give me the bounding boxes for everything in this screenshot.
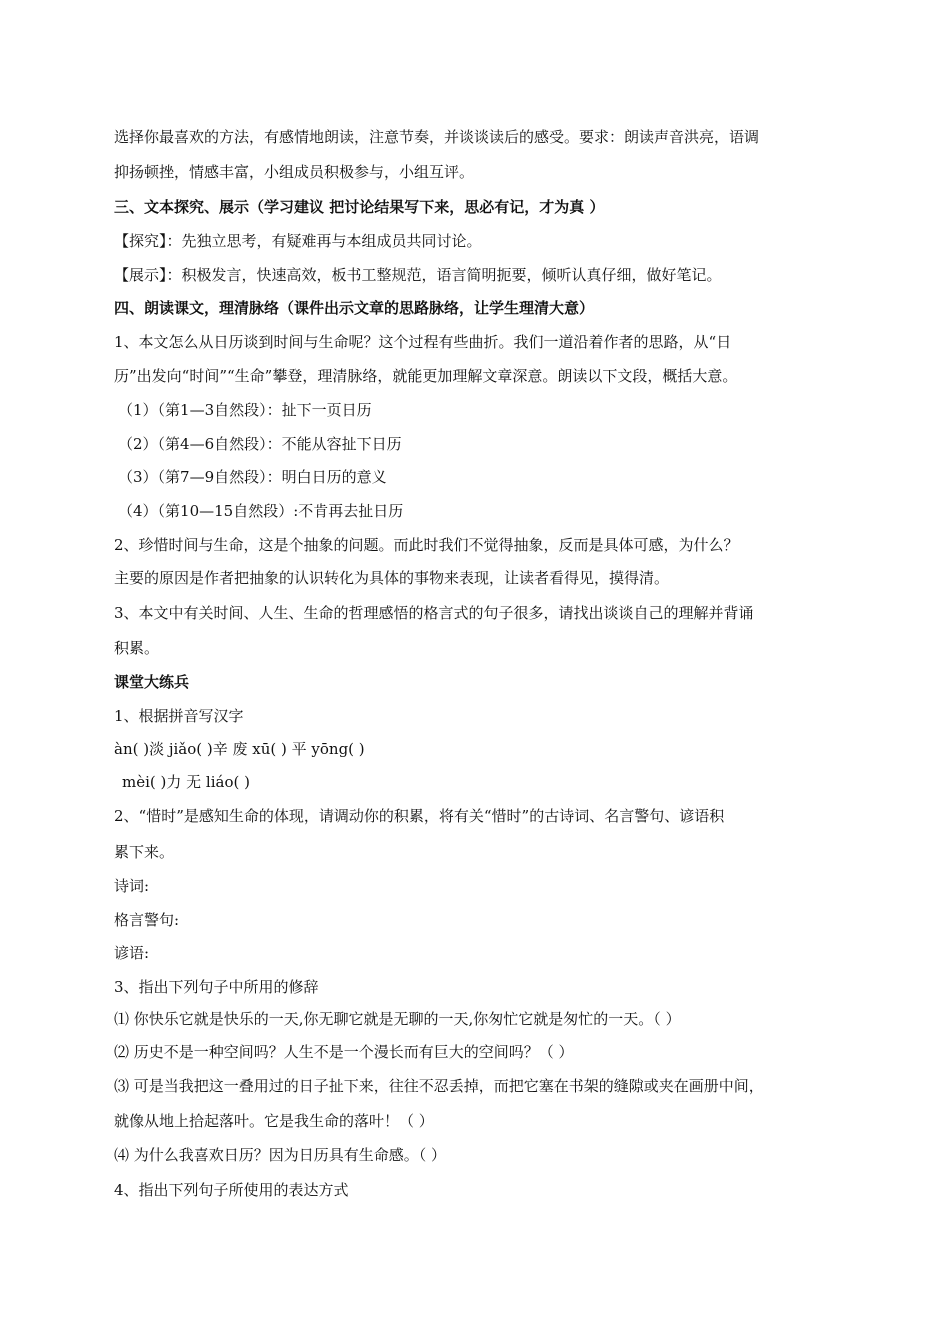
question-line: ⑴ 你快乐它就是快乐的一天,你无聊它就是无聊的一天,你匆忙它就是匆忙的一天。（ ）	[114, 1010, 681, 1028]
section-heading: 课堂大练兵	[114, 673, 190, 691]
text-line: 3、指出下列句子中所用的修辞	[114, 978, 319, 996]
text-line: 历”出发向“时间”“生命”攀登，理清脉络，就能更加理解文章深意。朗读以下文段，概括大意。	[114, 367, 738, 385]
pinyin-line: àn( )淡 jiǎo( )辛 废 xū( ) 平 yōng( )	[114, 740, 365, 758]
text-line: 3、本文中有关时间、人生、生命的哲理感悟的格言式的句子很多，请找出谈谈自己的理解并背诵	[114, 604, 754, 622]
text-line: 诗词:	[114, 877, 150, 895]
section-heading: 三、文本探究、展示（学习建议 把讨论结果写下来，思必有记，才为真 ）	[114, 198, 605, 216]
text-line: 1、本文怎么从日历谈到时间与生命呢？这个过程有些曲折。我们一道沿着作者的思路，从“日	[114, 333, 732, 351]
question-line: 就像从地上拾起落叶。它是我生命的落叶！（ ）	[114, 1112, 434, 1130]
text-line: 4、指出下列句子所使用的表达方式	[114, 1181, 349, 1199]
question-line: ⑵ 历史不是一种空间吗？人生不是一个漫长而有巨大的空间吗？（ ）	[114, 1043, 574, 1061]
text-line: 2、“惜时”是感知生命的体现，请调动你的积累，将有关“惜时”的古诗词、名言警句、谚语积	[114, 807, 725, 825]
text-line: 选择你最喜欢的方法，有感情地朗读，注意节奏，并谈谈读后的感受。要求：朗读声音洪亮，语调	[114, 128, 760, 146]
text-line: 2、珍惜时间与生命，这是个抽象的问题。而此时我们不觉得抽象，反而是具体可感，为什么？	[114, 536, 739, 554]
text-line: 累下来。	[114, 843, 175, 861]
question-line: ⑶ 可是当我把这一叠用过的日子扯下来，往往不忍丢掉，而把它塞在书架的缝隙或夹在画册中间，	[114, 1077, 764, 1095]
text-line: 谚语:	[114, 944, 150, 962]
pinyin-line: mèi( )力 无 liáo( )	[122, 773, 250, 791]
section-heading: 四、朗读课文，理清脉络（课件出示文章的思路脉络，让学生理清大意）	[114, 299, 595, 317]
text-line: 【展示】：积极发言，快速高效，板书工整规范，语言简明扼要，倾听认真仔细，做好笔记。	[114, 266, 722, 284]
list-item: （1）（第1—3自然段）：扯下一页日历	[118, 401, 372, 419]
text-line: 格言警句:	[114, 911, 180, 929]
question-line: ⑷ 为什么我喜欢日历？因为日历具有生命感。（ ）	[114, 1146, 447, 1164]
text-line: 【探究】：先独立思考，有疑难再与本组成员共同讨论。	[114, 232, 482, 250]
text-line: 抑扬顿挫，情感丰富，小组成员积极参与，小组互评。	[114, 163, 475, 181]
text-line: 积累。	[114, 639, 160, 657]
list-item: （2）（第4—6自然段）：不能从容扯下日历	[118, 435, 402, 453]
text-line: 1、根据拼音写汉字	[114, 707, 244, 725]
list-item: （3）（第7—9自然段）：明白日历的意义	[118, 468, 387, 486]
text-line: 主要的原因是作者把抽象的认识转化为具体的事物来表现，让读者看得见，摸得清。	[114, 569, 670, 587]
list-item: （4）（第10—15自然段）:不肯再去扯日历	[118, 502, 404, 520]
